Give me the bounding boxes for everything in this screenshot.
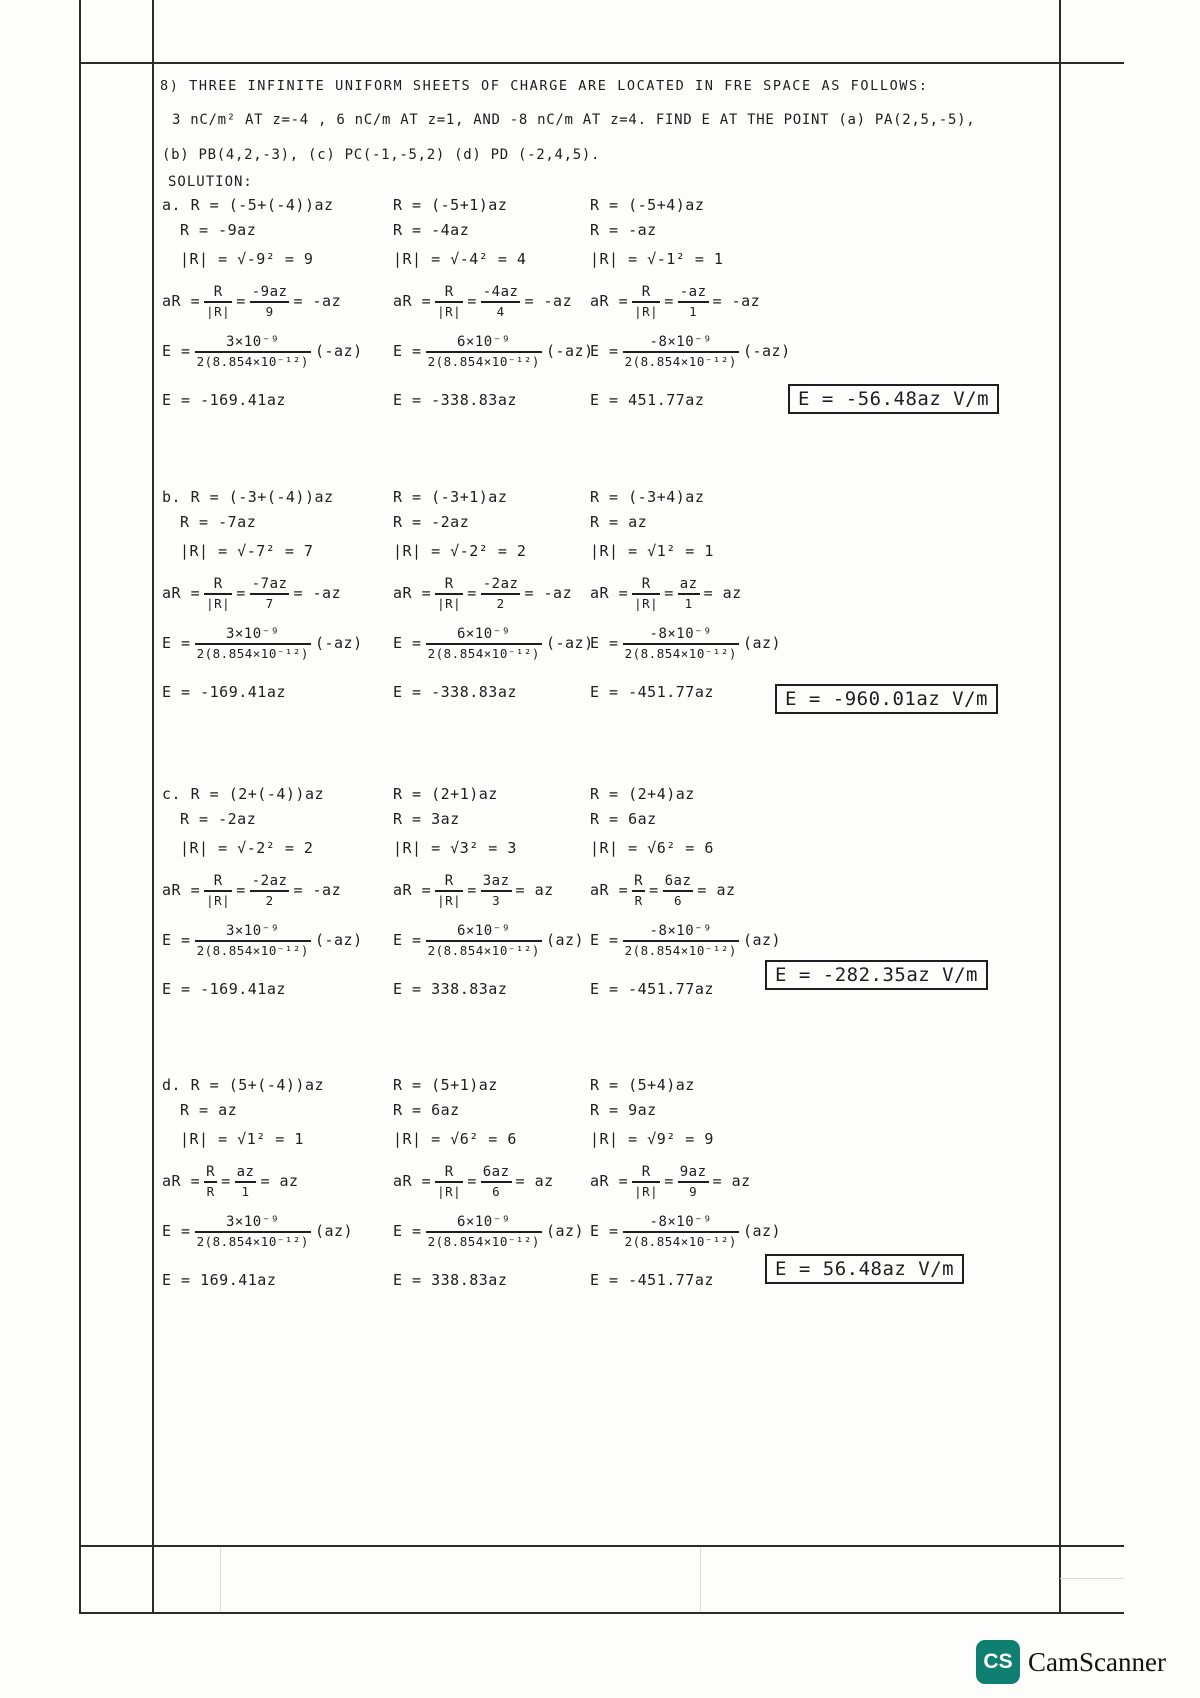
fraction-r-over-mag xyxy=(204,284,232,319)
unit-vector-equals: = xyxy=(236,881,246,900)
field-direction: (az) xyxy=(742,931,782,950)
fraction-bar xyxy=(632,890,645,892)
r-simplified-line: R = 9az xyxy=(590,1101,657,1119)
unit-vector-line xyxy=(590,873,736,908)
unit-vector-result: = az xyxy=(515,1172,554,1191)
bottom-rule xyxy=(79,1612,1124,1614)
r-vector-line: R = (-5+4)az xyxy=(590,196,705,214)
field-fraction xyxy=(195,1214,311,1249)
field-formula-line xyxy=(162,923,363,958)
unit-vector-line xyxy=(393,576,572,611)
field-formula-lhs: E = xyxy=(162,634,191,653)
fraction-denominator: 7 xyxy=(265,595,274,611)
r-magnitude-line: |R| = √9² = 9 xyxy=(590,1130,714,1148)
unit-vector-line xyxy=(393,1164,554,1199)
unit-vector-equals: = xyxy=(664,584,674,603)
field-fraction-denominator: 2(8.854×10⁻¹²) xyxy=(427,353,540,369)
camscanner-logo-letters: CS xyxy=(983,1650,1013,1673)
r-vector-line: R = (-3+4)az xyxy=(590,488,705,506)
field-result-line: E = 338.83az xyxy=(393,1271,508,1289)
field-direction: (az) xyxy=(314,1222,354,1241)
r-vector-line: b. R = (-3+(-4))az xyxy=(162,488,334,506)
fraction-numerator: -2az xyxy=(482,576,519,592)
unit-vector-lhs: aR = xyxy=(393,292,432,311)
problem-line-1: 8) THREE INFINITE UNIFORM SHEETS OF CHARGE ARE LOCATED IN FRE SPACE AS FOLLOWS: xyxy=(160,78,929,94)
field-fraction-numerator: 3×10⁻⁹ xyxy=(225,1214,280,1230)
fraction-denominator: 6 xyxy=(492,1183,501,1199)
field-result-line: E = -169.41az xyxy=(162,980,286,998)
boxed-answer: E = -282.35az V/m xyxy=(765,960,988,990)
field-fraction-numerator: 6×10⁻⁹ xyxy=(456,626,511,642)
field-formula-line xyxy=(393,334,594,369)
fraction-numerator: R xyxy=(213,873,223,889)
unit-vector-lhs: aR = xyxy=(393,584,432,603)
fraction-denominator: 1 xyxy=(241,1183,250,1199)
fraction-numerator: -2az xyxy=(251,873,288,889)
fraction-value xyxy=(250,873,290,908)
margin-rule-left xyxy=(79,0,81,1614)
fraction-bar xyxy=(481,301,521,303)
r-simplified-line: R = 3az xyxy=(393,810,460,828)
fraction-bar xyxy=(663,890,694,892)
fraction-numerator: R xyxy=(213,576,223,592)
unit-vector-result: = az xyxy=(703,584,742,603)
field-direction: (-az) xyxy=(545,634,594,653)
field-fraction-numerator: 3×10⁻⁹ xyxy=(225,626,280,642)
unit-vector-result: = -az xyxy=(293,584,342,603)
unit-vector-result: = az xyxy=(260,1172,299,1191)
field-formula-lhs: E = xyxy=(590,634,619,653)
field-formula-lhs: E = xyxy=(393,931,422,950)
fraction-r-over-mag xyxy=(435,1164,463,1199)
unit-vector-line xyxy=(590,1164,751,1199)
r-magnitude-line: |R| = √-2² = 2 xyxy=(180,839,314,857)
field-result-line: E = -451.77az xyxy=(590,683,714,701)
field-fraction-numerator: 6×10⁻⁹ xyxy=(456,923,511,939)
field-formula-lhs: E = xyxy=(590,1222,619,1241)
fraction-bar xyxy=(623,940,739,942)
margin-rule-right xyxy=(1059,0,1061,1614)
unit-vector-line xyxy=(590,576,742,611)
r-simplified-line: R = -2az xyxy=(180,810,257,828)
fraction-bar xyxy=(678,301,709,303)
field-result-line: E = -169.41az xyxy=(162,391,286,409)
fraction-r-over-mag xyxy=(204,873,232,908)
fraction-bar xyxy=(435,1181,463,1183)
fraction-bar xyxy=(678,1181,709,1183)
fraction-denominator: 2 xyxy=(265,892,274,908)
unit-vector-result: = -az xyxy=(524,584,573,603)
fraction-bar xyxy=(250,890,290,892)
field-fraction-numerator: -8×10⁻⁹ xyxy=(649,334,713,350)
camscanner-logo-icon xyxy=(976,1640,1020,1684)
fraction-numerator: -az xyxy=(679,284,707,300)
r-simplified-line: R = -9az xyxy=(180,221,257,239)
r-magnitude-line: |R| = √-9² = 9 xyxy=(180,250,314,268)
boxed-answer: E = -960.01az V/m xyxy=(775,684,998,714)
fraction-numerator: 6az xyxy=(664,873,692,889)
fraction-denominator: 1 xyxy=(684,595,693,611)
field-fraction-denominator: 2(8.854×10⁻¹²) xyxy=(427,1233,540,1249)
fraction-numerator: R xyxy=(206,1164,216,1180)
fraction-bar xyxy=(426,643,542,645)
r-vector-line: R = (2+4)az xyxy=(590,785,695,803)
field-fraction-numerator: -8×10⁻⁹ xyxy=(649,626,713,642)
fraction-denominator: 9 xyxy=(689,1183,698,1199)
fraction-bar xyxy=(195,1231,311,1233)
field-result-line: E = -451.77az xyxy=(590,1271,714,1289)
fraction-denominator: |R| xyxy=(634,1183,659,1199)
field-fraction xyxy=(195,923,311,958)
fraction-numerator: -4az xyxy=(482,284,519,300)
fraction-denominator: |R| xyxy=(437,1183,462,1199)
field-fraction-numerator: 3×10⁻⁹ xyxy=(225,923,280,939)
unit-vector-lhs: aR = xyxy=(590,881,629,900)
field-formula-lhs: E = xyxy=(162,1222,191,1241)
fraction-bar xyxy=(632,1181,660,1183)
r-simplified-line: R = -7az xyxy=(180,513,257,531)
field-direction: (az) xyxy=(742,1222,782,1241)
fraction-denominator: |R| xyxy=(437,892,462,908)
unit-vector-lhs: aR = xyxy=(590,1172,629,1191)
field-formula-line xyxy=(590,334,791,369)
field-fraction xyxy=(426,923,542,958)
fraction-numerator: R xyxy=(444,1164,454,1180)
fraction-bar xyxy=(435,301,463,303)
unit-vector-lhs: aR = xyxy=(590,292,629,311)
unit-vector-line xyxy=(393,873,554,908)
fraction-bar xyxy=(235,1181,257,1183)
field-fraction xyxy=(623,626,739,661)
fraction-bar xyxy=(481,593,521,595)
field-fraction-denominator: 2(8.854×10⁻¹²) xyxy=(624,942,737,958)
field-result-line: E = -451.77az xyxy=(590,980,714,998)
r-vector-line: d. R = (5+(-4))az xyxy=(162,1076,325,1094)
field-formula-lhs: E = xyxy=(393,634,422,653)
camscanner-text: CamScanner xyxy=(1028,1646,1166,1677)
field-formula-lhs: E = xyxy=(162,931,191,950)
unit-vector-line xyxy=(162,576,341,611)
fraction-value xyxy=(678,1164,709,1199)
fraction-numerator: az xyxy=(679,576,698,592)
field-fraction-denominator: 2(8.854×10⁻¹²) xyxy=(427,645,540,661)
unit-vector-equals: = xyxy=(467,584,477,603)
r-vector-line: R = (5+1)az xyxy=(393,1076,498,1094)
fraction-value xyxy=(481,576,521,611)
r-magnitude-line: |R| = √1² = 1 xyxy=(180,1130,304,1148)
unit-vector-lhs: aR = xyxy=(162,881,201,900)
unit-vector-lhs: aR = xyxy=(393,881,432,900)
field-fraction-denominator: 2(8.854×10⁻¹²) xyxy=(427,942,540,958)
fraction-bar xyxy=(250,301,290,303)
r-magnitude-line: |R| = √1² = 1 xyxy=(590,542,714,560)
field-result-line: E = 338.83az xyxy=(393,980,508,998)
fraction-r-over-mag xyxy=(435,576,463,611)
unit-vector-result: = -az xyxy=(293,881,342,900)
field-fraction xyxy=(426,334,542,369)
field-fraction-denominator: 2(8.854×10⁻¹²) xyxy=(196,942,309,958)
fraction-bar xyxy=(623,351,739,353)
r-magnitude-line: |R| = √3² = 3 xyxy=(393,839,517,857)
r-magnitude-line: |R| = √-1² = 1 xyxy=(590,250,724,268)
field-result-line: E = -338.83az xyxy=(393,391,517,409)
fraction-bar xyxy=(204,1181,217,1183)
fraction-bar xyxy=(623,1231,739,1233)
unit-vector-line xyxy=(162,1164,299,1199)
problem-line-2: 3 nC/m² AT z=-4 , 6 nC/m AT z=1, AND -8 nC/m AT z=4. FIND E AT THE POINT (a) PA(2,5,-5), xyxy=(172,112,976,128)
fraction-bar xyxy=(435,890,463,892)
fraction-numerator: -9az xyxy=(251,284,288,300)
unit-vector-line xyxy=(590,284,760,319)
fraction-denominator: |R| xyxy=(206,892,231,908)
fraction-bar xyxy=(195,940,311,942)
field-direction: (-az) xyxy=(314,931,363,950)
footer-rule xyxy=(79,1545,1124,1547)
fraction-numerator: -7az xyxy=(251,576,288,592)
fraction-bar xyxy=(632,593,660,595)
r-vector-line: c. R = (2+(-4))az xyxy=(162,785,325,803)
unit-vector-equals: = xyxy=(467,1172,477,1191)
fraction-numerator: 9az xyxy=(679,1164,707,1180)
fraction-denominator: R xyxy=(634,892,643,908)
field-formula-line xyxy=(590,626,781,661)
field-direction: (-az) xyxy=(314,342,363,361)
r-magnitude-line: |R| = √-4² = 4 xyxy=(393,250,527,268)
unit-vector-result: = -az xyxy=(524,292,573,311)
fraction-denominator: 9 xyxy=(265,303,274,319)
r-vector-line: R = (5+4)az xyxy=(590,1076,695,1094)
problem-line-3: (b) PB(4,2,-3), (c) PC(-1,-5,2) (d) PD (-2,4,5). xyxy=(162,147,601,163)
fraction-denominator: |R| xyxy=(634,595,659,611)
r-simplified-line: R = 6az xyxy=(590,810,657,828)
field-fraction-numerator: -8×10⁻⁹ xyxy=(649,923,713,939)
field-formula-line xyxy=(590,923,781,958)
fraction-denominator: 1 xyxy=(689,303,698,319)
fraction-bar xyxy=(195,351,311,353)
r-simplified-line: R = -az xyxy=(590,221,657,239)
r-magnitude-line: |R| = √-2² = 2 xyxy=(393,542,527,560)
fraction-denominator: 3 xyxy=(492,892,501,908)
fraction-value xyxy=(235,1164,257,1199)
fraction-bar xyxy=(632,301,660,303)
fraction-numerator: R xyxy=(634,873,644,889)
footer-grid-2 xyxy=(700,1547,701,1612)
r-magnitude-line: |R| = √6² = 6 xyxy=(590,839,714,857)
fraction-bar xyxy=(481,890,512,892)
field-direction: (-az) xyxy=(314,634,363,653)
field-formula-line xyxy=(162,334,363,369)
fraction-numerator: 3az xyxy=(482,873,510,889)
fraction-bar xyxy=(204,593,232,595)
fraction-r-over-mag xyxy=(204,1164,217,1199)
field-direction: (az) xyxy=(545,1222,585,1241)
unit-vector-result: = az xyxy=(712,1172,751,1191)
unit-vector-result: = -az xyxy=(293,292,342,311)
fraction-r-over-mag xyxy=(435,873,463,908)
unit-vector-equals: = xyxy=(649,881,659,900)
unit-vector-equals: = xyxy=(236,292,246,311)
fraction-numerator: R xyxy=(641,284,651,300)
field-fraction xyxy=(426,1214,542,1249)
fraction-value xyxy=(663,873,694,908)
fraction-r-over-mag xyxy=(632,576,660,611)
unit-vector-line xyxy=(162,284,341,319)
field-fraction xyxy=(426,626,542,661)
field-fraction-numerator: 3×10⁻⁹ xyxy=(225,334,280,350)
camscanner-watermark xyxy=(976,1640,1166,1684)
unit-vector-equals: = xyxy=(236,584,246,603)
field-fraction xyxy=(623,334,739,369)
field-formula-lhs: E = xyxy=(393,1222,422,1241)
fraction-value xyxy=(481,284,521,319)
unit-vector-equals: = xyxy=(467,881,477,900)
fraction-denominator: |R| xyxy=(634,303,659,319)
r-vector-line: R = (2+1)az xyxy=(393,785,498,803)
fraction-bar xyxy=(204,301,232,303)
field-formula-lhs: E = xyxy=(162,342,191,361)
field-fraction-numerator: 6×10⁻⁹ xyxy=(456,1214,511,1230)
field-fraction-denominator: 2(8.854×10⁻¹²) xyxy=(196,353,309,369)
fraction-numerator: 6az xyxy=(482,1164,510,1180)
fraction-numerator: R xyxy=(213,284,223,300)
r-vector-line: R = (-5+1)az xyxy=(393,196,508,214)
field-formula-line xyxy=(393,1214,584,1249)
fraction-denominator: |R| xyxy=(437,595,462,611)
fraction-value xyxy=(250,576,290,611)
field-fraction-denominator: 2(8.854×10⁻¹²) xyxy=(624,1233,737,1249)
fraction-denominator: 4 xyxy=(496,303,505,319)
field-fraction xyxy=(623,923,739,958)
fraction-bar xyxy=(435,593,463,595)
field-direction: (-az) xyxy=(742,342,791,361)
field-fraction-numerator: -8×10⁻⁹ xyxy=(649,1214,713,1230)
fraction-numerator: R xyxy=(641,1164,651,1180)
fraction-r-over-mag xyxy=(632,284,660,319)
fraction-numerator: R xyxy=(444,576,454,592)
fraction-r-over-mag xyxy=(632,873,645,908)
r-magnitude-line: |R| = √6² = 6 xyxy=(393,1130,517,1148)
r-vector-line: a. R = (-5+(-4))az xyxy=(162,196,334,214)
unit-vector-equals: = xyxy=(664,292,674,311)
fraction-numerator: R xyxy=(641,576,651,592)
fraction-denominator: 6 xyxy=(673,892,682,908)
r-simplified-line: R = -2az xyxy=(393,513,470,531)
fraction-value xyxy=(481,1164,512,1199)
field-formula-line xyxy=(162,626,363,661)
fraction-r-over-mag xyxy=(632,1164,660,1199)
fraction-r-over-mag xyxy=(435,284,463,319)
header-rule xyxy=(79,62,1124,64)
unit-vector-equals: = xyxy=(664,1172,674,1191)
fraction-denominator: |R| xyxy=(206,303,231,319)
unit-vector-line xyxy=(162,873,341,908)
unit-vector-lhs: aR = xyxy=(393,1172,432,1191)
field-fraction-denominator: 2(8.854×10⁻¹²) xyxy=(624,353,737,369)
unit-vector-line xyxy=(393,284,572,319)
field-formula-line xyxy=(590,1214,781,1249)
fraction-numerator: az xyxy=(236,1164,255,1180)
fraction-bar xyxy=(204,890,232,892)
field-fraction xyxy=(195,334,311,369)
field-direction: (-az) xyxy=(545,342,594,361)
fraction-bar xyxy=(426,940,542,942)
fraction-value xyxy=(250,284,290,319)
fraction-bar xyxy=(481,1181,512,1183)
fraction-bar xyxy=(623,643,739,645)
footer-grid-1 xyxy=(220,1547,221,1612)
fraction-numerator: R xyxy=(444,873,454,889)
unit-vector-result: = -az xyxy=(712,292,761,311)
fraction-r-over-mag xyxy=(204,576,232,611)
fraction-denominator: 2 xyxy=(496,595,505,611)
unit-vector-lhs: aR = xyxy=(162,292,201,311)
fraction-value xyxy=(678,284,709,319)
field-fraction-denominator: 2(8.854×10⁻¹²) xyxy=(624,645,737,661)
r-vector-line: R = (-3+1)az xyxy=(393,488,508,506)
field-result-line: E = -338.83az xyxy=(393,683,517,701)
r-simplified-line: R = az xyxy=(180,1101,238,1119)
field-formula-lhs: E = xyxy=(590,931,619,950)
r-simplified-line: R = 6az xyxy=(393,1101,460,1119)
unit-vector-result: = az xyxy=(697,881,736,900)
field-fraction-numerator: 6×10⁻⁹ xyxy=(456,334,511,350)
field-fraction xyxy=(195,626,311,661)
fraction-bar xyxy=(678,593,700,595)
footer-grid-3 xyxy=(1060,1578,1124,1579)
field-result-line: E = 169.41az xyxy=(162,1271,277,1289)
fraction-denominator: R xyxy=(206,1183,215,1199)
unit-vector-equals: = xyxy=(221,1172,231,1191)
field-direction: (az) xyxy=(545,931,585,950)
field-fraction xyxy=(623,1214,739,1249)
unit-vector-result: = az xyxy=(515,881,554,900)
field-direction: (az) xyxy=(742,634,782,653)
field-formula-line xyxy=(162,1214,353,1249)
boxed-answer: E = 56.48az V/m xyxy=(765,1254,964,1284)
r-simplified-line: R = az xyxy=(590,513,648,531)
solution-label: SOLUTION: xyxy=(168,174,253,190)
field-fraction-denominator: 2(8.854×10⁻¹²) xyxy=(196,1233,309,1249)
unit-vector-lhs: aR = xyxy=(162,584,201,603)
fraction-value xyxy=(678,576,700,611)
fraction-bar xyxy=(250,593,290,595)
field-formula-line xyxy=(393,626,594,661)
unit-vector-lhs: aR = xyxy=(590,584,629,603)
field-formula-lhs: E = xyxy=(393,342,422,361)
boxed-answer: E = -56.48az V/m xyxy=(788,384,999,414)
field-formula-line xyxy=(393,923,584,958)
field-formula-lhs: E = xyxy=(590,342,619,361)
fraction-denominator: |R| xyxy=(437,303,462,319)
unit-vector-equals: = xyxy=(467,292,477,311)
fraction-bar xyxy=(195,643,311,645)
r-magnitude-line: |R| = √-7² = 7 xyxy=(180,542,314,560)
margin-rule-inner xyxy=(152,0,154,1614)
r-simplified-line: R = -4az xyxy=(393,221,470,239)
fraction-numerator: R xyxy=(444,284,454,300)
fraction-value xyxy=(481,873,512,908)
field-result-line: E = -169.41az xyxy=(162,683,286,701)
field-result-line: E = 451.77az xyxy=(590,391,705,409)
fraction-bar xyxy=(426,1231,542,1233)
fraction-bar xyxy=(426,351,542,353)
field-fraction-denominator: 2(8.854×10⁻¹²) xyxy=(196,645,309,661)
fraction-denominator: |R| xyxy=(206,595,231,611)
unit-vector-lhs: aR = xyxy=(162,1172,201,1191)
